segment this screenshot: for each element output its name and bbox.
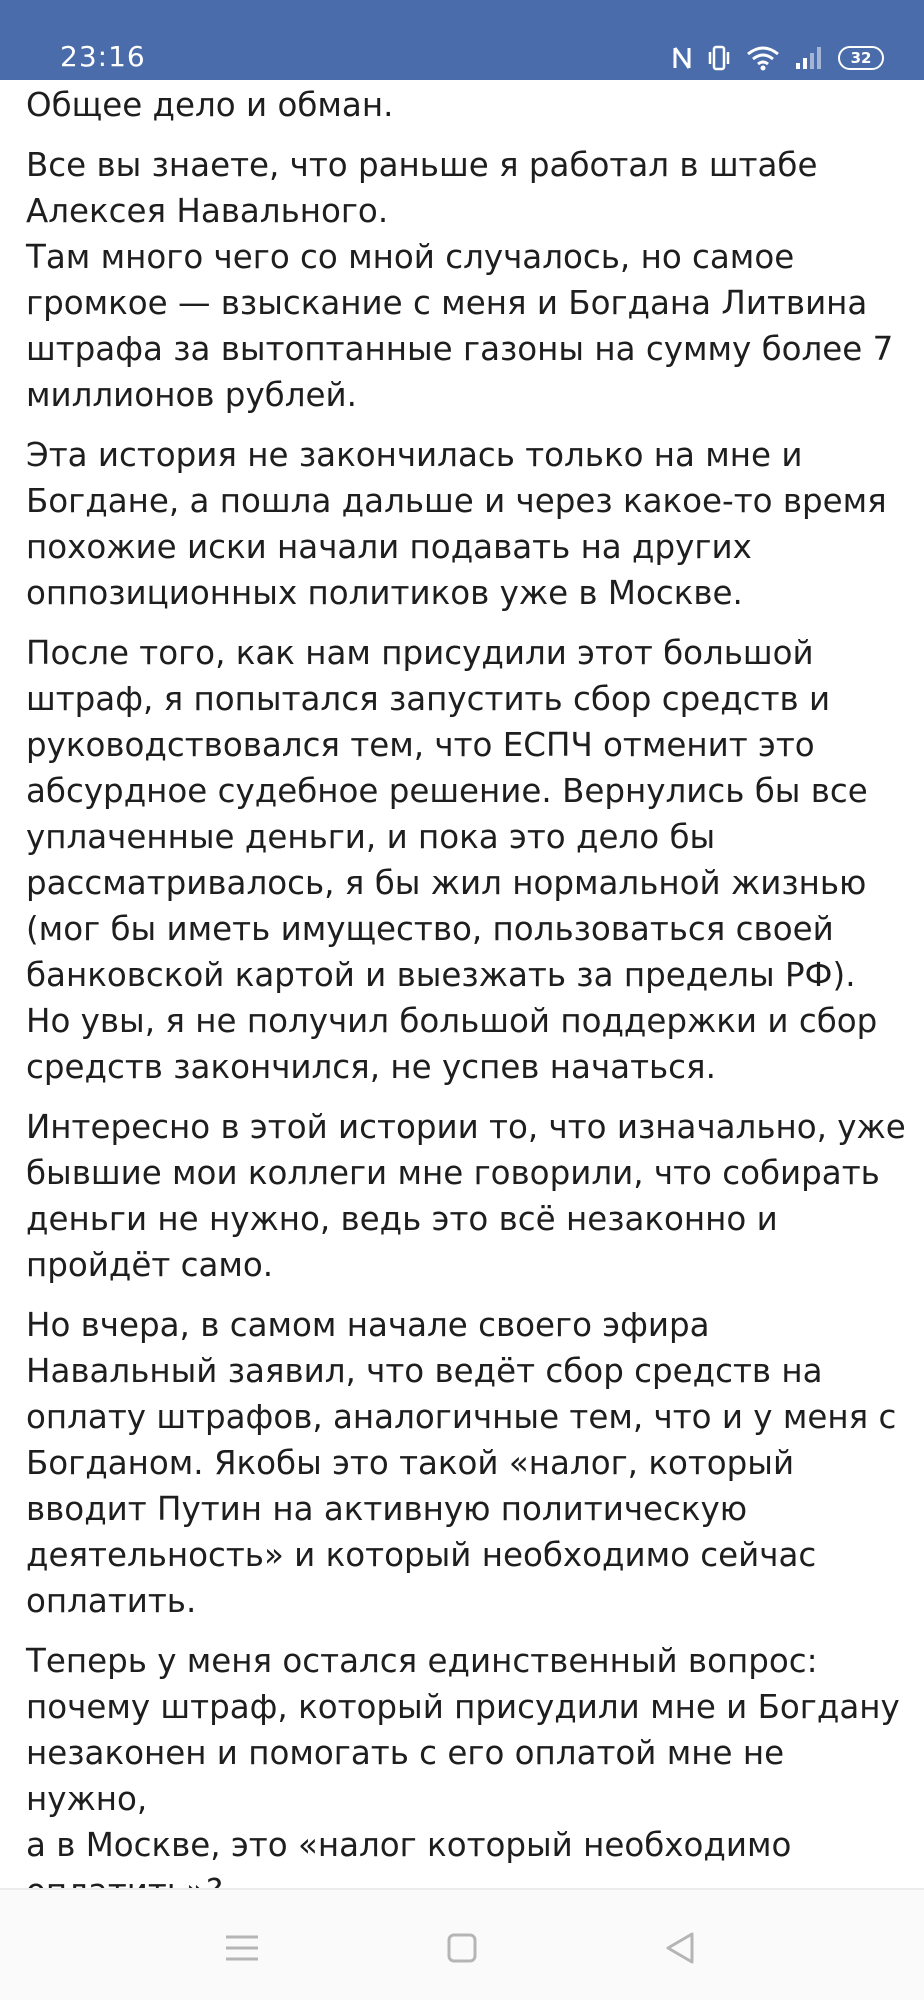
menu-icon (224, 1933, 260, 1963)
post-paragraph: Все вы знаете, что раньше я работал в штабе Алексея Навального. Там много чего со мной случалось, но самое громкое — взыскание с меня и Богдана Литвина штрафа за вытоптанные газоны на сумму более 7 миллионов рублей. (26, 146, 894, 414)
signal-icon (794, 45, 824, 71)
post-paragraph: Интересно в этой истории то, что изначально, уже бывшие мои коллеги мне говорили, что собирать деньги не нужно, ведь это всё незаконно и пройдёт само. (26, 1108, 906, 1284)
post-paragraph: Общее дело и обман. (26, 86, 394, 124)
home-button[interactable] (432, 1918, 492, 1978)
post-paragraph: Эта история не закончилась только на мне и Богдане, а пошла дальше и через какое-то время похожие иски начали подавать на других оппозиционных политиков уже в Москве. (26, 436, 887, 612)
post-content (26, 82, 906, 1882)
home-icon (446, 1932, 478, 1964)
post-paragraph: Теперь у меня остался единственный вопрос: почему штраф, который присудили мне и Богдану незаконен и помогать с его оплатой мне не нужно, а в Москве, это «налог который необходимо (26, 1642, 900, 1864)
vibrate-icon (706, 45, 732, 71)
post-paragraph: После того, как нам присудили этот большой штраф, я попытался запустить сбор средств и руководствовался тем, что ЕСПЧ отменит это абсурдное судебное решение. Вернулись бы все уплаченные деньги, и пока это дело бы рассматривалось, я бы жил нормальной жизнью (мог бы иметь имущество, пользоваться своей банковской картой и выезжать за пределы РФ). Но увы, я не получил большой поддержки и сбор средств закончился, не успев начаться. (26, 634, 878, 1086)
post-paragraph: Но вчера, в самом начале своего эфира Навальный заявил, что ведёт сбор средств на оплату штрафов, аналогичные тем, что и у меня с Богданом. Якобы это такой «налог, который вводит Путин на активную политическую деятельность» и который необходимо сейчас оплатить. (26, 1306, 897, 1620)
status-time: 23:16 (60, 40, 146, 73)
menu-button[interactable] (212, 1918, 272, 1978)
status-icons (672, 40, 884, 76)
nfc-icon (672, 45, 692, 71)
battery-icon: 32 (838, 46, 884, 70)
wifi-icon (746, 45, 780, 71)
back-button[interactable] (650, 1918, 710, 1978)
navigation-bar (0, 1888, 924, 2000)
back-icon (664, 1931, 696, 1965)
status-bar (0, 0, 924, 80)
